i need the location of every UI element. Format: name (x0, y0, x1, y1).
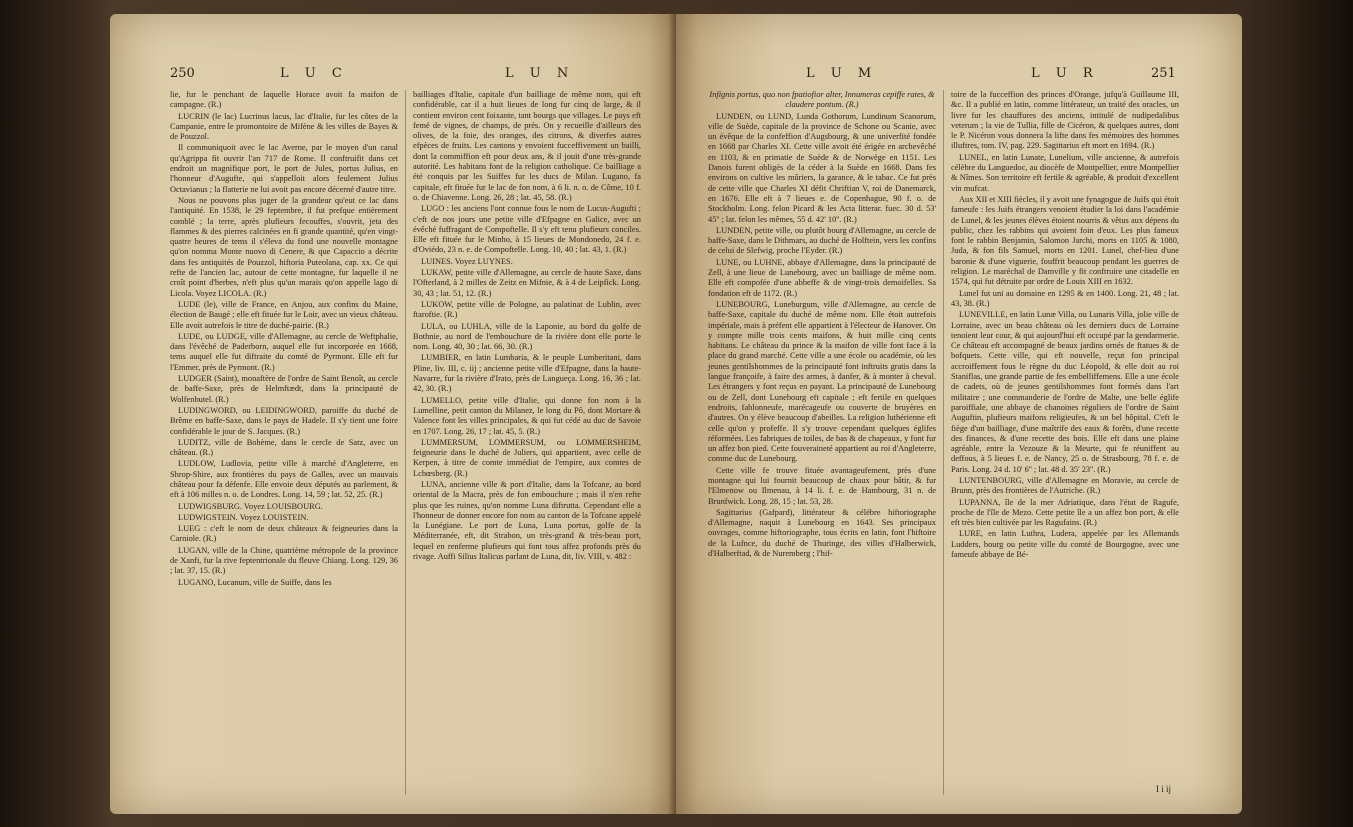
column-rule (405, 90, 406, 795)
left-page (110, 14, 676, 814)
entry: LUDINGWORD, ou LEIDINGWORD, paroiffe du duché de Brême en baffe-Saxe, dans le pays de Hadele. Il s'y tient une foire confidérable le jour de S. Jacques. (R.) (170, 405, 398, 436)
entry: LUGO : les anciens l'ont connue fous le nom de Lucus-Augufti ; c'eft de nos jours une petite ville d'Efpagne en Galice, avec un évêché fuffragant de Compoftelle. Il s'y eft tenu plufieurs conciles. Elle eft fituée fur le Minho, à 15 lieues de Mondonedo, 24 f. e. d'Oviédo, 23 n. e. de Compoftelle. Long. 10, 40 ; lat. 43, 1. (R.) (413, 204, 641, 255)
entry: LULA, ou LUHLA, ville de la Laponie, au bord du golfe de Bothnie, au nord de l'embouchure de la rivière dont elle porte le nom. Long. 40, 30 ; lat. 66, 30. (R.) (413, 321, 641, 352)
entry: LUNEBOURG, Luneburgum, ville d'Allemagne, au cercle de baffe-Saxe, capitale du duché de même nom. Elle étoit autrefois impériale, mais à préfent elle appartient à l'électeur de Hanover. On y compte mille trois cents maifons, & huit mille cinq cents habitans. Le château du prince & la maifon de ville font face à la place du grand marché. Cette ville a une école ou académie, où les jeunes gentilshommes de la principauté font inftruits gratis dans la langue françoife, à faire des armes, à danfer, & à monter à cheval. Les étrangers y font reçus en payant. La principauté de Lunebourg ou de Zell, dont Lunebourg eft capitale ; eft fertile en quelques endroits, fablonneufe, marécageufe ou couverte de bruyères en d'autres. On y élève beaucoup d'abeilles. La religion luthérienne eft celle qu'on y profeffe. Il s'y trouve cependant quelques églifes réformées. Les fabriques de toiles, de bas & de chapeaux, y font fur un affez bon pied. Cette fouveraineté appartient au roi d'Angleterre, comme duc de Lunebourg. (708, 299, 936, 464)
entry: LUDGER (Saint), monaftère de l'ordre de Saint Benoît, au cercle de baffe-Saxe, près de Helmftædt, dans la principauté de Wolfenbutel. (R.) (170, 374, 398, 404)
entry: toire de la fucceffion des princes d'Orange, jufqu'à Guillaume III, &c. Il a publié en latin, comme littérateur, un traité des oracles, un livre fur les chauffures des anciens, intitulé de nudipedalibus veterum ; la vie de Tullia, fille de Cicéron, & quelques autres, dont le P. Nicéron vous donnera la lifte dans fes mémoires des hommes illuftres, tom. IV, pag. 229. Sagittarius eft mort en 1694. (R.) (951, 90, 1179, 151)
right-column-2 (951, 90, 1179, 561)
entry: Lunel fut uni au domaine en 1295 & en 1400. Long. 21, 48 ; lat. 43, 38. (R.) (951, 288, 1179, 308)
column-rule (943, 90, 944, 795)
right-header-col1: L U M (806, 66, 878, 81)
entry: LUNE, ou LUHNE, abbaye d'Allemagne, dans la principauté de Zell, à une lieue de Lunebourg, avec un bailliage de même nom. Elle eft compofée d'une abbeffe & de vingt-trois demoifelles. Sa fondation eft de 1172. (R.) (708, 257, 936, 298)
entry: lie, fur le penchant de laquelle Horace avoit fa maifon de campagne. (R.) (170, 90, 398, 110)
entry: Nous ne pouvons plus juger de la grandeur qu'eut ce lac dans l'antiquité. En 1538, le 29 feptembre, il fut prefque entièrement comblé ; la terre, après plufieurs fecouffes, s'ouvrit, jeta des flammes & des pierres calcinées en fi grande quantité, qu'en vingt-quatre heures de tems il s'éleva du fond une nouvelle montagne qu'on nomma Monte nuovo di Cenere, & que Capaccio a décrite dans fes antiquités de Pouzzol, hiftoria Puteolana, cap. xx. Ce qui refte de l'ancien lac, autour de cette montagne, fur laquelle il ne croît point d'herbes, n'eft plus qu'un marais qu'on appelle lago di Licola. Voyez LICOLA. (R.) (170, 195, 398, 298)
verse-quote: Infignis portus, quo non fpatiofior alter, Innumeras cepiffe rates, & claudere pontum. (R.) (709, 90, 935, 110)
entry: LUDE, ou LUDGE, ville d'Allemagne, au cercle de Weftphalie, dans l'évêché de Paderborn, auquel elle fut incorporée en 1668, tems auquel elle fut diftraite du comté de Pyrmont. Elle eft fur l'Emmer, près de Pyrmont. (R.) (170, 331, 398, 372)
left-header-col2: L U N (505, 66, 575, 81)
entry: Il communiquoit avec le lac Averne, par le moyen d'un canal qu'Agrippa fit ouvrir l'an 717 de Rome. Il conftruifit dans cet endroit un magnifique port, le port de Jules, portus Julius, en l'honneur d'Augufte, qui s'appelloit alors feulement Julius Octavianus ; la flatterie ne lui avoit pas encore décerné d'autre titre. (170, 143, 398, 194)
entry: Cette ville fe trouve fituée avantageufement, près d'une montagne qui lui fournit beaucoup de chaux pour bâtir, & fur l'Elmenow ou Ilmenau, à 14 li. f. e. de Hambourg, 31 n. de Brunfwick. Long. 28, 15 ; lat. 53, 28. (708, 465, 936, 506)
entry: LUDWIGSBURG. Voyez LOUISBOURG. (178, 501, 323, 511)
left-page-number: 250 (170, 66, 195, 81)
entry: LUCRIN (le lac) Lucrinus lacus, lac d'Italie, fur les côtes de la Campanie, entre le promontoire de Mifène & les villes de Bayes & de Pouzzol. (170, 111, 398, 142)
entry: LUNTENBOURG, ville d'Allemagne en Moravie, au cercle de Brunn, près des frontières de l'Autriche. (R.) (951, 475, 1179, 496)
entry: LUKAW, petite ville d'Allemagne, au cercle de haute Saxe, dans l'Ofterland, à 2 milles de Zeitz en Mifnie, & à 4 de Leipfick. Long. 30, 43 ; lat. 51, 12. (R.) (413, 268, 641, 298)
left-header-col1: L U C (280, 66, 348, 81)
signature-mark: I i ij (1156, 784, 1171, 794)
left-column-1 (170, 90, 398, 589)
entry: LUDWIGSTEIN. Voyez LOUISTEIN. (178, 512, 309, 522)
right-header-col2: L U R (1031, 66, 1099, 81)
right-page-number: 251 (1151, 66, 1176, 81)
left-column-2 (413, 90, 641, 563)
right-column-1 (708, 90, 936, 560)
entry: bailliages d'Italie, capitale d'un bailliage de même nom, qui eft confidérable, car il a huit lieues de long fur cinq de large, & il contient environ cent foixante, tant bourgs que villages. Le pays eft femé de vignes, de champs, de prés. On y recueille d'ailleurs des olives, de la foie, des oranges, des citrons, & diverfes autres efpèces de fruits. Les cantons y envoient fucceffivement un bailli, dont la commiffion eft pour deux ans, & il jouit d'une très-grande autorité. Les habitans font de la religion catholique. Ce bailliage a été conquis par les Suiffes fur les ducs de Milan. Lugano, fa capitale, eft fituée fur le lac de fon nom, à 6 li. n. o. de Côme, 10 f. o. de Chiavenne. Long. 26, 28 ; lat. 45, 58. (R.) (413, 90, 641, 202)
entry: LUMBIER, en latin Lumbaria, & le peuple Lumberitani, dans Pline, liv. III, c. iij ; ancienne petite ville d'Efpagne, dans la haute-Navarre, fur la rivière d'Irato, près de Langueça. Long. 16, 36 ; lat. 42, 30. (R.) (413, 353, 641, 394)
entry: LUGAN, ville de la Chine, quatrième métropole de la province de Xanfi, fur la rive feptentrionale du fleuve Chiang. Long. 129, 36 ; lat. 37, 15. (R.) (170, 545, 398, 576)
entry: LUPANNA, île de la mer Adriatique, dans l'état de Ragufe, proche de l'île de Mezo. Cette petite île a un affez bon port, & elle eft très bien cultivée par les Ragufains. (R.) (951, 497, 1179, 528)
entry: LUGANO, Lucanum, ville de Suiffe, dans les (178, 577, 332, 587)
entry: LUMELLO, petite ville d'Italie, qui donne fon nom à la Lumelline, petit canton du Milanez, le long du Pô, dont Mortare & Valence font les villes principales, & qui fut cédé au duc de Savoie en 1707. Long. 26, 17 ; lat. 45, 5. (R.) (413, 395, 641, 436)
entry: LUNEL, en latin Lunate, Lunelium, ville ancienne, & autrefois célèbre du Languedoc, au diocèfe de Montpellier, entre Montpellier & Nîmes. Son territoire eft fertile & agréable, & produit d'excellent vin mufcat. (951, 152, 1179, 193)
entry: LUNA, ancienne ville & port d'Italie, dans la Tofcane, au bord oriental de la Macra, près de fon embouchure ; mais il n'en refte plus que les ruines, qu'on nomme Luna diftrutta. Cependant elle a l'honneur de donner encore fon nom au canton de la Tofcane appelé la Lunégiane. Le port de Luna, Luna portus, golfe de la Méditerranée, eft, dit Strabon, un très-grand & très-beau port, lequel en renferme plufieurs qui font tous affez profonds près du rivage. Auffi Silius Italicus parlant de Luna, dit, liv. VIII, v. 482 : (413, 479, 641, 562)
entry: LUNDEN, petite ville, ou plutôt bourg d'Allemagne, au cercle de baffe-Saxe, dans le Dithmars, au duché de Holftein, vers les confins de celui de Slefwig, proche l'Eyder. (R.) (708, 225, 936, 256)
entry: LUNEVILLE, en latin Lunæ Villa, ou Lunaris Villa, jolie ville de Lorraine, avec un beau château où les derniers ducs de Lorraine tenoient leur cour, & qui aujourd'hui eft occupé par la gendarmerie. Ce château eft accompagné de beaux jardins ornés de ftatues & de bofquets. Cette ville, qui eft nouvelle, reçut fon principal accroiffement fous le règne du duc Léopold, & elle doit au roi Staniflas, une grande partie de fes embelliffemens. Elle a une école de cadets, où de jeunes gentilshommes font formés dans l'art militaire ; une commanderie de l'ordre de Malte, une belle églife paroiffiale, une abbaye de chanoines réguliers de l'ordre de Saint Auguftin, plufieurs maifons religieufes, & un bel hôpital. C'eft le fiège d'un bailliage, d'une maîtrife des eaux & forêts, d'une recette des finances, & d'une recette des bois. Elle eft dans une plaine agréable, entre la Vezouze & la Meurte, qui fe réuniffent au deffous, à 5 lieues f. e. de Nancy, 25 o. de Strasbourg, 78 f. e. de Paris. Long. 24 d. 10' 6'' ; lat. 48 d. 35' 23''. (R.) (951, 310, 1179, 474)
right-page (676, 14, 1242, 814)
entry: LUMMERSUM, LOMMERSUM, ou LOMMERSHEIM, feigneurie dans le duché de Juliers, qui appartient, avec celle de Kerpen, à titre de comte immédiat de l'empire, aux comtes de Lchœsberg. (R.) (413, 437, 641, 478)
entry: LUKOW, petite ville de Pologne, au palatinat de Lublin, avec ftaroftie. (R.) (413, 299, 641, 320)
entry: LUNDEN, ou LUND, Lunda Gothorum, Lundinum Scanorum, ville de Suède, capitale de la province de Schone ou Scanie, avec un évêque de la confeffion d'Augsbourg, & une univerfité fondée en 1668 par Charles XI. Cette ville avoit été érigée en archevêché en 1103, & en primatie de Suède & de Norwège en 1151. Les Danois furent obligés de la céder à la Suède en 1668. Dans fes environs on cultive les mûriers, la garance, & le tabac. Ce fut près de cette ville que Charles XI défit Chriftian V, roi de Danemarck, en 1676. Elle eft à 7 lieues e. de Copenhague, 90 f. o. de Stockholm. Long. felon Picard & les Acta litterar. fuec. 30 d. 53' 45'' ; lat. felon les mêmes, 55 d. 42' 10''. (R.) (708, 111, 936, 224)
entry: Aux XII et XIII fiècles, il y avoit une fynagogue de Juifs qui étoit fameufe : les Juifs étrangers venoient étudier la loi dans l'académie de Lunel, & les jeunes élèves étoient nourris & vêtus aux dépens du public, chez les rabbins qui avoient foin d'eux. Les plus fameux font le rabbin Benjamin, Salomon Jarchi, morts en 1105 & 1080, Juda, & fon fils Samuel, morts en 1201. Lunel, chef-lieu d'une baronie & d'une viguerie, fouffrit beaucoup pendant les guerres de religion. Le maréchal de Damville y fit conftruire une citadelle en 1574, qui fut détruite par ordre de Louis XIII en 1632. (951, 194, 1180, 287)
entry: Sagittarius (Gafpard), littérateur & célèbre hiftoriographe d'Allemagne, naquit à Lunebourg en 1643. Ses principaux ouvrages, comme hiftoriographe, tous écrits en latin, font l'hiftoire de la Lufnce, du duché de Thuringe, des villes d'Halberwick, d'Halberftad, & de Nuremberg ; l'hif- (708, 507, 936, 559)
entry: LURE, en latin Luthra, Ludera, appelée par les Allemands Ludders, bourg ou petite ville du comté de Bourgogne, avec une fameufe abbaye de Bé- (951, 529, 1179, 560)
entry: LUDLOW, Ludlovia, petite ville à marché d'Angleterre, en Shrop-Shire, aux frontières du pays de Galles, avec un mauvais château pour fa défenfe. Elle envoie deux députés au parlement, & eft à 106 milles n. o. de Londres. Long. 14, 59 ; lat. 52, 25. (R.) (170, 459, 398, 500)
entry: LUDITZ, ville de Bohème, dans le cercle de Satz, avec un château. (R.) (170, 437, 398, 458)
entry: LUEG : c'eft le nom de deux châteaux & feigneuries dans la Carniole. (R.) (170, 524, 398, 544)
entry: LUINES. Voyez LUYNES. (421, 256, 513, 266)
entry: LUDE (le), ville de France, en Anjou, aux confins du Maine, élection de Baugé ; elle eft fituée fur le Loir, avec un vieux château. Elle avoit autrefois le titre de duché-pairie. (R.) (170, 299, 398, 330)
